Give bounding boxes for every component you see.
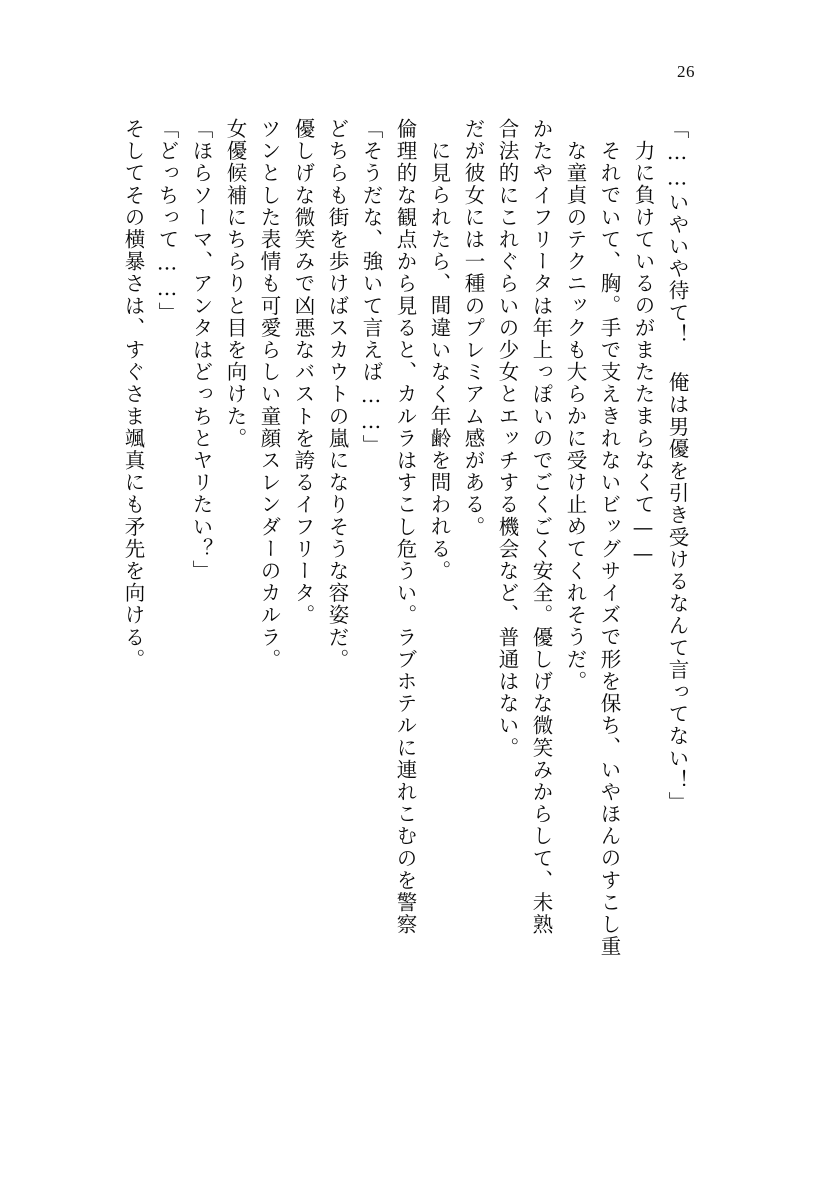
page-number: 26 [677, 62, 695, 81]
text-column: 力に負けているのがまたたまらなくて—— [631, 140, 655, 567]
text-column: ツンとした表情も可愛らしい童顔スレンダーのカルラ。 [257, 118, 281, 671]
text-column: 女優候補にちらりと目を向けた。 [223, 118, 247, 450]
text-column: だが彼女には一種のプレミアム感がある。 [461, 118, 485, 538]
text-column: 「そうだな、強いて言えば……」 [359, 118, 383, 457]
text-column: 「どっちって……」 [155, 118, 179, 324]
vertical-text-body [109, 118, 709, 1108]
text-column: 優しげな微笑みで凶悪なバストを誇るイフリータ。 [291, 118, 315, 627]
text-column: な童貞のテクニックも大らかに受け止めてくれそうだ。 [563, 140, 587, 693]
text-column: 合法的にこれぐらいの少女とエッチする機会など、普通はない。 [495, 118, 519, 759]
text-column: かたやイフリータは年上っぽいのでごくごく安全。優しげな微笑みからして、未熟 [529, 118, 553, 936]
text-column: 「ほらソーマ、アンタはどっちとヤリたい？」 [189, 118, 213, 583]
text-column: 倫理的な観点から見ると、カルラはすこし危うい。ラブホテルに連れこむのを警察 [393, 118, 417, 936]
text-column: どちらも街を歩けばスカウトの嵐になりそうな容姿だ。 [325, 118, 349, 671]
text-column: 「……いやいや待て！ 俺は男優を引き受けるなんて言ってない！」 [665, 118, 689, 814]
text-column: それでいて、胸。手で支えきれないビッグサイズで形を保ち、いやほんのすこし重 [597, 140, 621, 958]
text-column: に見られたら、間違いなく年齢を問われる。 [427, 140, 451, 582]
text-column: そしてその横暴さは、すぐさま颯真にも矛先を向ける。 [121, 118, 145, 671]
